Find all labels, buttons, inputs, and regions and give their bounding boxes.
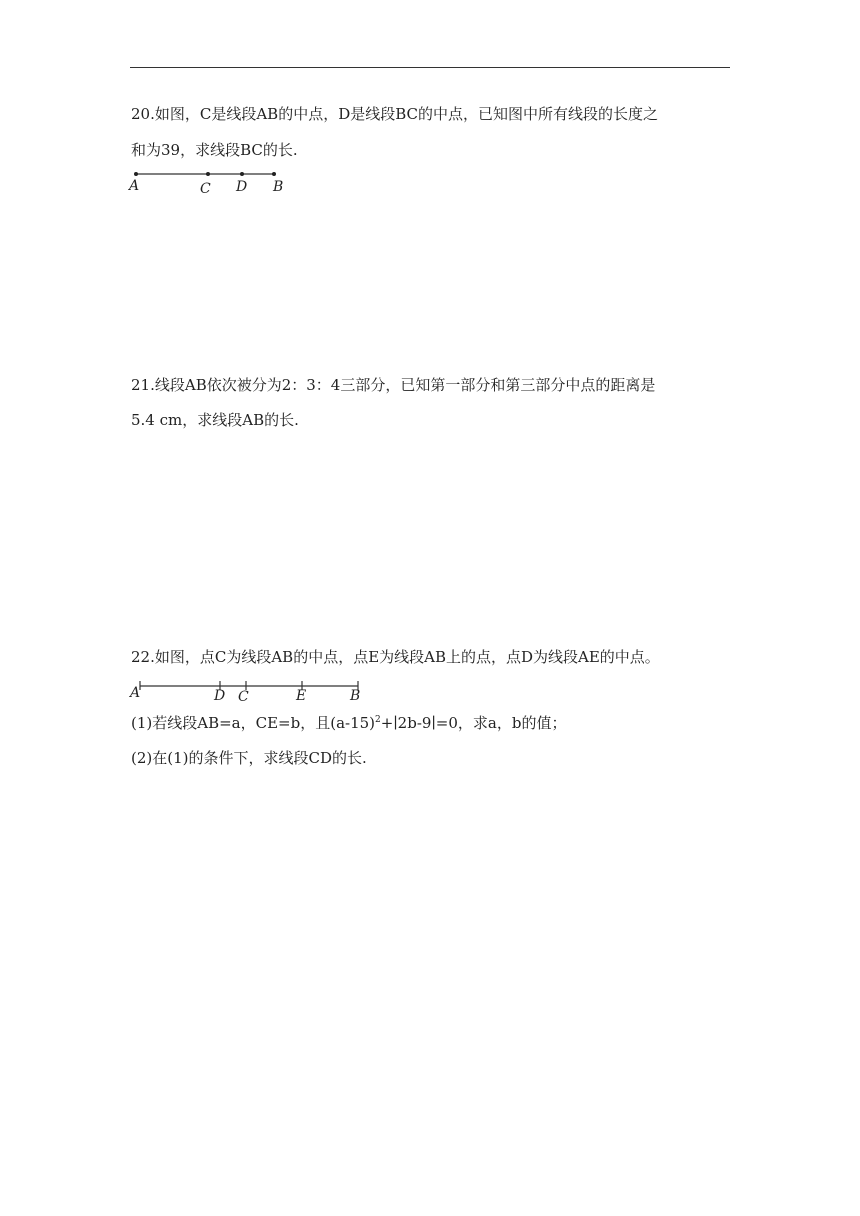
q22-label-a: A [130, 685, 141, 701]
q22-part1-text-b: +∣2b-9∣=0，求a，b的值； [380, 714, 567, 732]
q22-label-d: D [214, 688, 226, 704]
q20-text-line2: 和为39，求线段BC的长. [131, 141, 298, 159]
q22-label-e: E [296, 688, 307, 704]
q20-label-c: C [200, 181, 211, 197]
q22-part2: (2)在(1)的条件下，求线段CD的长. [131, 749, 367, 767]
q22-part1 [131, 713, 731, 733]
q22-label-b: B [350, 688, 361, 704]
q22-part1-text-a: (1)若线段AB=a，CE=b，且(a-15) [131, 714, 376, 732]
header-rule [130, 67, 730, 68]
q21-text-line1: 21.线段AB依次被分为2：3：4三部分，已知第一部分和第三部分中点的距离是 [131, 376, 656, 394]
q20-text-line1: 20.如图，C是线段AB的中点，D是线段BC的中点，已知图中所有线段的长度之 [131, 105, 658, 123]
q20-label-d: D [236, 179, 248, 195]
q22-text-line1: 22.如图，点C为线段AB的中点，点E为线段AB上的点，点D为线段AE的中点。 [131, 648, 660, 666]
q20-point-b [272, 172, 276, 176]
q20-label-a: A [129, 178, 140, 194]
q22-label-c: C [238, 689, 249, 705]
q20-point-a [134, 172, 138, 176]
q20-segment-figure [128, 166, 298, 200]
q21-text-line2: 5.4 cm，求线段AB的长. [131, 411, 299, 429]
q20-label-b: B [273, 179, 284, 195]
q22-part1-exponent: 2 [375, 715, 381, 725]
q22-segment-figure [128, 676, 368, 706]
q20-point-c [206, 172, 210, 176]
q20-point-d [240, 172, 244, 176]
